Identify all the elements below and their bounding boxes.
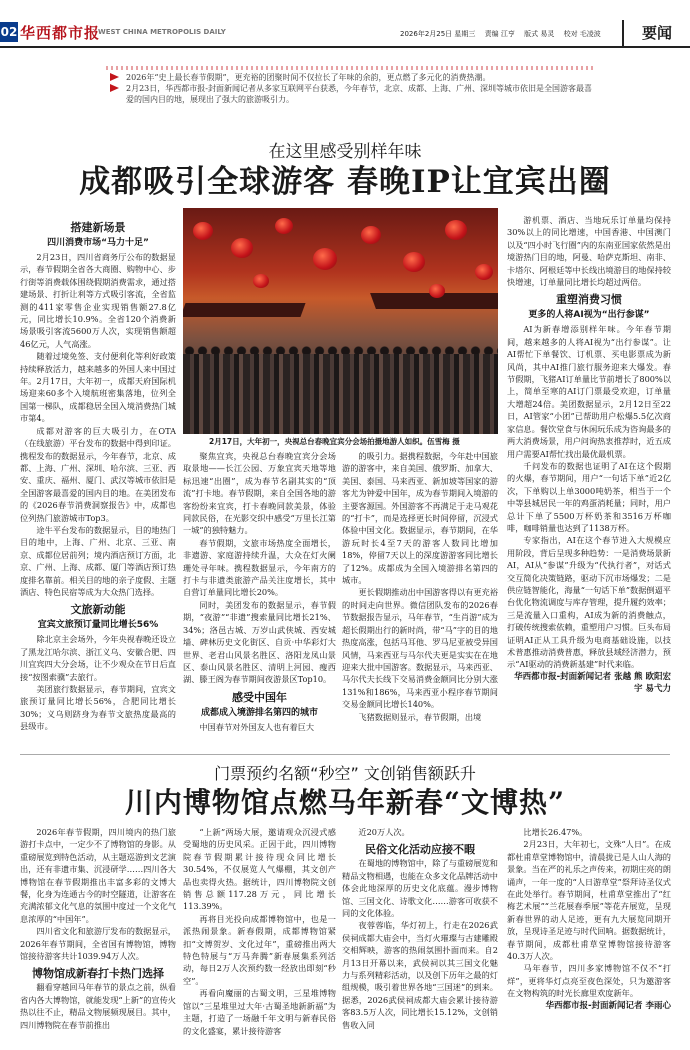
header-rule	[0, 46, 690, 48]
story2-col2-body	[183, 826, 336, 1037]
paragraph: “上新”两场大展，邀请观众沉浸式感受蜀地的历史风采。正因于此，四川博物院春节假期累计接待现众同比增长30.54%，不仅展览人气爆棚，其文创产品也卖得火热。据统计，四川博物院文创销售总额117.28万元，同比增长113.39%。	[183, 827, 336, 912]
lantern-icon	[313, 248, 337, 270]
story1-col4-body	[507, 214, 671, 288]
story2-byline: 华西都市报-封面新闻记者 李雨心	[545, 1000, 671, 1011]
paragraph: 2月23日，大年初七，文殊“人日”。在成都杜甫草堂博物馆中，清晨拢已是人山人海的景象。当在严的礼乐之声传来，初期庄亮的朗诵声，一年一度的“人日游草堂”祭拜诗圣仪式在此处举行。春节期间，杜甫草堂推出了“红梅艺术展”“兰花展春季展”等花卉展览，呈现新春世界的动人足迹，更有九大展览同期开放，呈现诗圣足迹与时代回响。据数据统计，春节期间，成都杜甫草堂博物馆接待游客40.3万人次。	[507, 839, 671, 962]
paragraph: 成都对游客的巨大吸引力，在OTA（在线旅游）平台发布的数据中得到印证。携程发布的数据显示，今年春节，北京、成都、上海、广州、深圳、哈尔滨、三亚、西安、重庆、福州、厦门、武汉等城市依旧是全国游客最喜爱的国内目的地。在美团发布的《2026春节消费洞察报告》中，成都也位列热门旅游城市Top3。	[20, 425, 176, 523]
paragraph: 飞猪数据则显示，春节假期，出境	[358, 711, 482, 722]
story1-kicker: 在这里感受别样年味	[268, 142, 422, 162]
lantern-icon	[253, 274, 269, 288]
story1-headline: 成都吸引全球游客 春晚IP让宜宾出圈	[79, 164, 611, 200]
lead-tip-text: 2月23日，华西都市报-封面新闻记者从多家互联网平台获悉，今年春节，北京、成都、上海、广州、深圳等城市依旧是全国游客最喜爱的国内目的地，展现出了强大的旅游吸引力。	[126, 84, 592, 104]
paragraph: 千问发布的数据也证明了AI在这个假期的火爆，春节期间，用户“一句话下单”近2亿次，下单购以上单3000吨奶茶，相当于一个中等县城居民一年的鸡蛋消耗量；同时，用户总计下单了5500万杯奶茶和3516万杯咖啡，咖啡销量也达到了1138万杯。	[507, 460, 671, 533]
story1-col2-tail: 中国春节对外国友人也有着巨大	[199, 721, 315, 732]
triangle-icon	[110, 84, 119, 92]
paragraph: 在蜀地的博物馆中，除了与重磅展览和精品文物相遇，也能在众多文化品牌活动中体会此地深厚的历史文化底蕴。漫步博物馆、三国文化、诗歌文化……游客可收获不同的文化体验。	[342, 858, 498, 919]
lantern-icon	[231, 238, 253, 258]
paragraph: 再看向魔丽的古蜀文明，三星堆博物馆以“三星堆里过大年·古蜀圣地新新福”为主题，打造了一场融千年文明与新春民俗的文化盛宴，累计接待游客	[183, 988, 336, 1036]
masthead-english: WEST CHINA METROPOLIS DAILY	[98, 28, 226, 36]
page-number: 02	[0, 22, 18, 42]
paragraph: 马年春节，四川多家博物馆不仅不“打烊”，更将华灯点亮至夜色深处，只为邀游客在文物构筑的时光长廊里欢度新年。	[507, 963, 671, 999]
paragraph: 2026年春节假期，四川境内的热门旅游打卡点中，一定少不了博物馆的身影。从重磅展览到特色活动，从主题巡游到文艺演出，还有非遗市集、沉浸研学……四川各大博物馆在春节假期推出丰富多彩的文博大餐，化身为连通古今的时空隧道，让游客在充满浓郁文化气息的氛围中度过一个文化气息浓厚的“中国年”。	[20, 827, 176, 924]
paragraph: 近20万人次。	[358, 827, 410, 837]
story1-col3-body	[342, 450, 498, 723]
paragraph: 聚焦宜宾，央视总台春晚宜宾分会场取景地——长江公园、万象宜宾天地等地标迅速“出圈”，成为春节名副其实的“顶流”打卡地。春节假期，来自全国各地的游客纷纷来宜宾，打卡春晚同款美景，体验同款民俗，在光影交织中感受“万里长江第一城”的独特魅力。	[183, 451, 336, 536]
story1-col4	[507, 214, 671, 754]
paragraph: 再将目光投向成都博物馆中，也是一派热闹景象。新春假期，成都博物馆紧扣“文博贺岁、文化过年”，重磅推出两大特色特展与“万马奔腾”新春展集系列活动，每日2万人次预约数一经放出即刻“秒空”。	[183, 913, 336, 986]
designer: 版式 易灵	[524, 30, 555, 38]
photo-roof	[183, 303, 306, 317]
story2-sub1-title: 博物馆成新春打卡热门选择	[32, 967, 164, 981]
story2-col1b-body	[20, 981, 176, 1031]
triangle-icon	[110, 73, 119, 81]
paragraph: 途牛平台发布的数据显示，目的地热门目的地中，上海、广州、北京、三亚、南京、成都位居前列；境内酒店预订方面，北京、广州、上海、成都、厦门等酒店预订热度排名靠前。相关目的地的亲子度假、主题酒店、特色民宿等成为大众热门选择。	[20, 524, 176, 597]
sub1-title: 搭建新场景	[70, 221, 126, 234]
story2-col3	[342, 826, 498, 1046]
issue-meta	[400, 29, 608, 39]
story2-sub2-title: 民俗文化活动应接不暇	[365, 843, 475, 857]
sub3-subtitle: 成都成入境游排名第四的城市	[200, 707, 318, 718]
paragraph: 同时，美团发布的数据显示，春节假期，“夜游”“非遗”搜索量同比增长21%、34%；洛邑古城、万岁山武侠城、西安城墙、碑林历史文化街区、自贡·中华彩灯大世界、老君山风景名胜区、洛阳龙凤山景区、泰山风景名胜区、清明上河园、瘦西湖、滕王阁为春节期间夜游景区Top10。	[183, 599, 336, 685]
lantern-icon	[475, 264, 493, 280]
story1-col2	[183, 450, 336, 750]
paragraph: AI为新春增添别样年味。今年春节期间，越来越多的人将AI视为“出行参谋”。让AI帮忙下单餐饮、订机票、买电影票成为新风尚，其中AI推门旅行服务迎来大爆发。春节假期，飞猪AI订单量比节前增长了800%以上，简单至寒的AI订门票最受欢迎，订单量大增超24倍。美团数据显示，2月12日至22日，AI管家“小团”已帮助用户松爆5.5亿次商家信息。餐饮堂食与休闲玩乐成为咨询最多的两大消费场景，用户问询热衷推荐时，近五成用户需要AI帮忙找出最优最机票。	[507, 324, 671, 459]
story2-headline: 川内博物馆点燃马年新春“文博热”	[124, 786, 566, 819]
paragraph: 春节假期，文旅市场热度全面增长，非遗游、家庭游持续升温，大众在灯火阑珊处寻年味。携程数据显示，今年南方的打卡与非遗类旅游产品关注度增长，其中自营订单量同比增长20%。	[183, 537, 336, 598]
paragraph: 更长假期推动出中国游客得以有更充裕的时间走向世界。微信团队发布的2026春节数据报告显示，马年春节，“生肖游”成为超长假期出行的新时尚，带“马”字的目的地热度高涨，包括马耳他、罗马尼亚被受异国风情，马来西亚与马尔代夫更是实实在在地迎来大批中国游客。数据显示，马来西亚、马尔代夫长线下交易消费金额同比分别大涨131%和186%，马来西亚小程序春节期间交易金额同比增长140%。	[342, 587, 498, 710]
lantern-icon	[445, 220, 467, 240]
news-photo	[183, 208, 498, 434]
story1-byline: 华西都市报-封面新闻记者 张越 熊 欧阳宏宇 易弋力	[514, 671, 671, 694]
paragraph: 随着过境免签、支付便利化等利好政策持续释放活力，越来越多的外国人来中国过年。2月17日，大年初一，成都天府国际机场迎来60多个入境航班密集落地，位列全国第一梯队，成都稳居全国入境消费热门城市第4。	[20, 351, 176, 424]
paragraph: 比增长26.47%。	[523, 827, 588, 837]
lantern-icon	[193, 222, 213, 240]
story-divider	[20, 754, 670, 755]
issue-date: 2026年2月25日 星期三	[400, 30, 476, 38]
paragraph: 除北京主会场外，今年央视春晚还设立了黑龙江哈尔滨、浙江义乌、安徽合肥、四川宜宾四大分会场，让不少观众在节日后直接“按图索骥”去旅行。	[20, 634, 176, 682]
sub3-title: 感受中国年	[232, 690, 287, 704]
paragraph: 四川省文化和旅游厅发布的数据显示，2026年春节期间，全省国有博物馆，博物馆接待游客共计1039.94万人次。	[20, 926, 176, 962]
photo-crowd	[183, 354, 498, 434]
story1-col1	[20, 216, 176, 751]
story1-col2-body	[183, 450, 336, 686]
paragraph: 的吸引力。据携程数据，今年赴中国旅游的游客中，来自美国、俄罗斯、加拿大、美国、泰国、马来西亚、新加坡等国家的游客尤为钟爱中国年，成为春节期间入境游的主要客源国。外国游客不再满足于走马观花的“打卡”，而是选择更长时间停留，沉浸式体验中国文化。数据显示，春节期间，在华游玩时长4至7天的游客人数同比增加18%，停留7天以上的深度游游客同比增长了12%。成都成为全国入境游排名第四的城市。	[342, 451, 498, 586]
story1-col1-body	[20, 251, 176, 598]
sub2-title: 文旅新动能	[70, 603, 126, 617]
paragraph: 夜蓉蓉临，华灯初上，行走在2026武侯祠成都大庙会中，当灯火璀璨与古建雕殿交相辉映，游客的热闹氛围扑面而来。自2月13日开幕以来，武侯祠以其三国文化魅力与系列精彩活动，以及创下历年之最的灯组规模，吸引着世界各地“三国迷”的到来。据悉，2026武侯祠成都大庙会累计接待游客83.5万人次，同比增长15.12%，文创销售收入同	[342, 920, 498, 1030]
lantern-icon	[403, 252, 425, 272]
story2-col1	[20, 826, 176, 1046]
story2-kicker: 门票预约名额“秒空” 文创销售额跃升	[214, 764, 476, 783]
decor-strip	[106, 66, 596, 70]
story1-col4b-body	[507, 323, 671, 670]
lantern-icon	[275, 218, 293, 234]
paragraph: 美团旅行数据显示，春节期间，宜宾文旅预订量同比增长56%，合肥同比增长30%；义乌则跻身为春节文旅热度最高的县级市。	[20, 684, 176, 732]
story2-col4	[507, 826, 671, 1046]
page-header	[0, 0, 690, 52]
section-label: 要闻	[622, 20, 690, 46]
paragraph: 游机票、酒店、当地玩乐订单量均保持30%以上的同比增速，中国香港、中国澳门以及“四小时飞行圈”内的东南亚国家依然是出境游热门目的地，阿曼、哈萨克斯坦、南非、卡塔尔、阿根廷等中长线出境游目的地保持较快增速，订单量同比增长均超过两倍。	[507, 215, 671, 288]
lantern-icon	[429, 284, 445, 298]
proofreader: 校对 毛凌波	[563, 30, 601, 38]
story2-col4-body	[507, 826, 671, 1000]
story2-col3-body	[342, 826, 498, 838]
lead-tip	[106, 72, 596, 83]
lead-tips	[106, 72, 596, 106]
story2-col2	[183, 826, 336, 1046]
sub2-subtitle: 宜宾文旅预订量同比增长56%	[37, 620, 159, 631]
photo-caption: 2月17日，大年初一，央视总台春晚宜宾分会场拍摄地游人如织。伍雪梅 摄	[209, 437, 460, 446]
lead-tip-text: 2026年“史上最长春节假期”，更充裕的团聚时间不仅拉长了年味的余韵，更点燃了多元化的消费热潮。	[126, 73, 491, 82]
paragraph: 专家指出，AI在这个春节进入大规模应用阶段，背后呈现多种趋势：一是消费场景新AI，AI从“参谋”升级为“代执行者”，对话式交互简化决策链路，驱动下沉市场爆发；二是供应链智能化，海量“一句话下单”数据倒逼平台优化物流调度与库存管理，提升履约效率；三是流量入口重构，AI成为新的消费触点，打破传统搜索依赖，重塑用户习惯。巨头布局证明AI正从工具升级为电商基础设施，以技术普惠推动消费普惠，释放县域经济潜力，预示“AI驱动的消费新基建”时代来临。	[507, 535, 671, 670]
sub1-subtitle: 四川消费市场“马力十足”	[47, 238, 149, 248]
paragraph: 翻看穿越回马年春节的景点之前，纵看省内各大博物馆，就能发现“上新”的宣传火热以往不止，精品文物展频现展目。其中，四川博物院在春节前推出	[20, 982, 176, 1030]
masthead-logo: 华西都市报	[20, 24, 101, 42]
story2-col1-body	[20, 826, 176, 962]
lantern-icon	[361, 226, 381, 244]
paragraph: 2月23日，四川省商务厅公布的数据显示，春节假期全省各大商圈、购物中心、步行街等消费载体围绕假期消费需求，通过搭建场景、打折让利等方式吸引客流，全省监测的411家零售企业实现销售额27.8亿元，同比增长10.9%。全省120个消费新场景吸引客流5600万人次，实现销售额超46亿元，人气高涨。	[20, 252, 176, 349]
story2-col3b-body	[342, 857, 498, 1031]
lead-tip	[106, 83, 596, 105]
sub4-title: 重塑消费习惯	[556, 293, 622, 307]
editor: 责编 江亨	[484, 30, 515, 38]
story1-col3	[342, 450, 498, 750]
sub4-subtitle: 更多的人将AI视为“出行参谋”	[528, 310, 650, 321]
story1-col1b-body	[20, 633, 176, 732]
